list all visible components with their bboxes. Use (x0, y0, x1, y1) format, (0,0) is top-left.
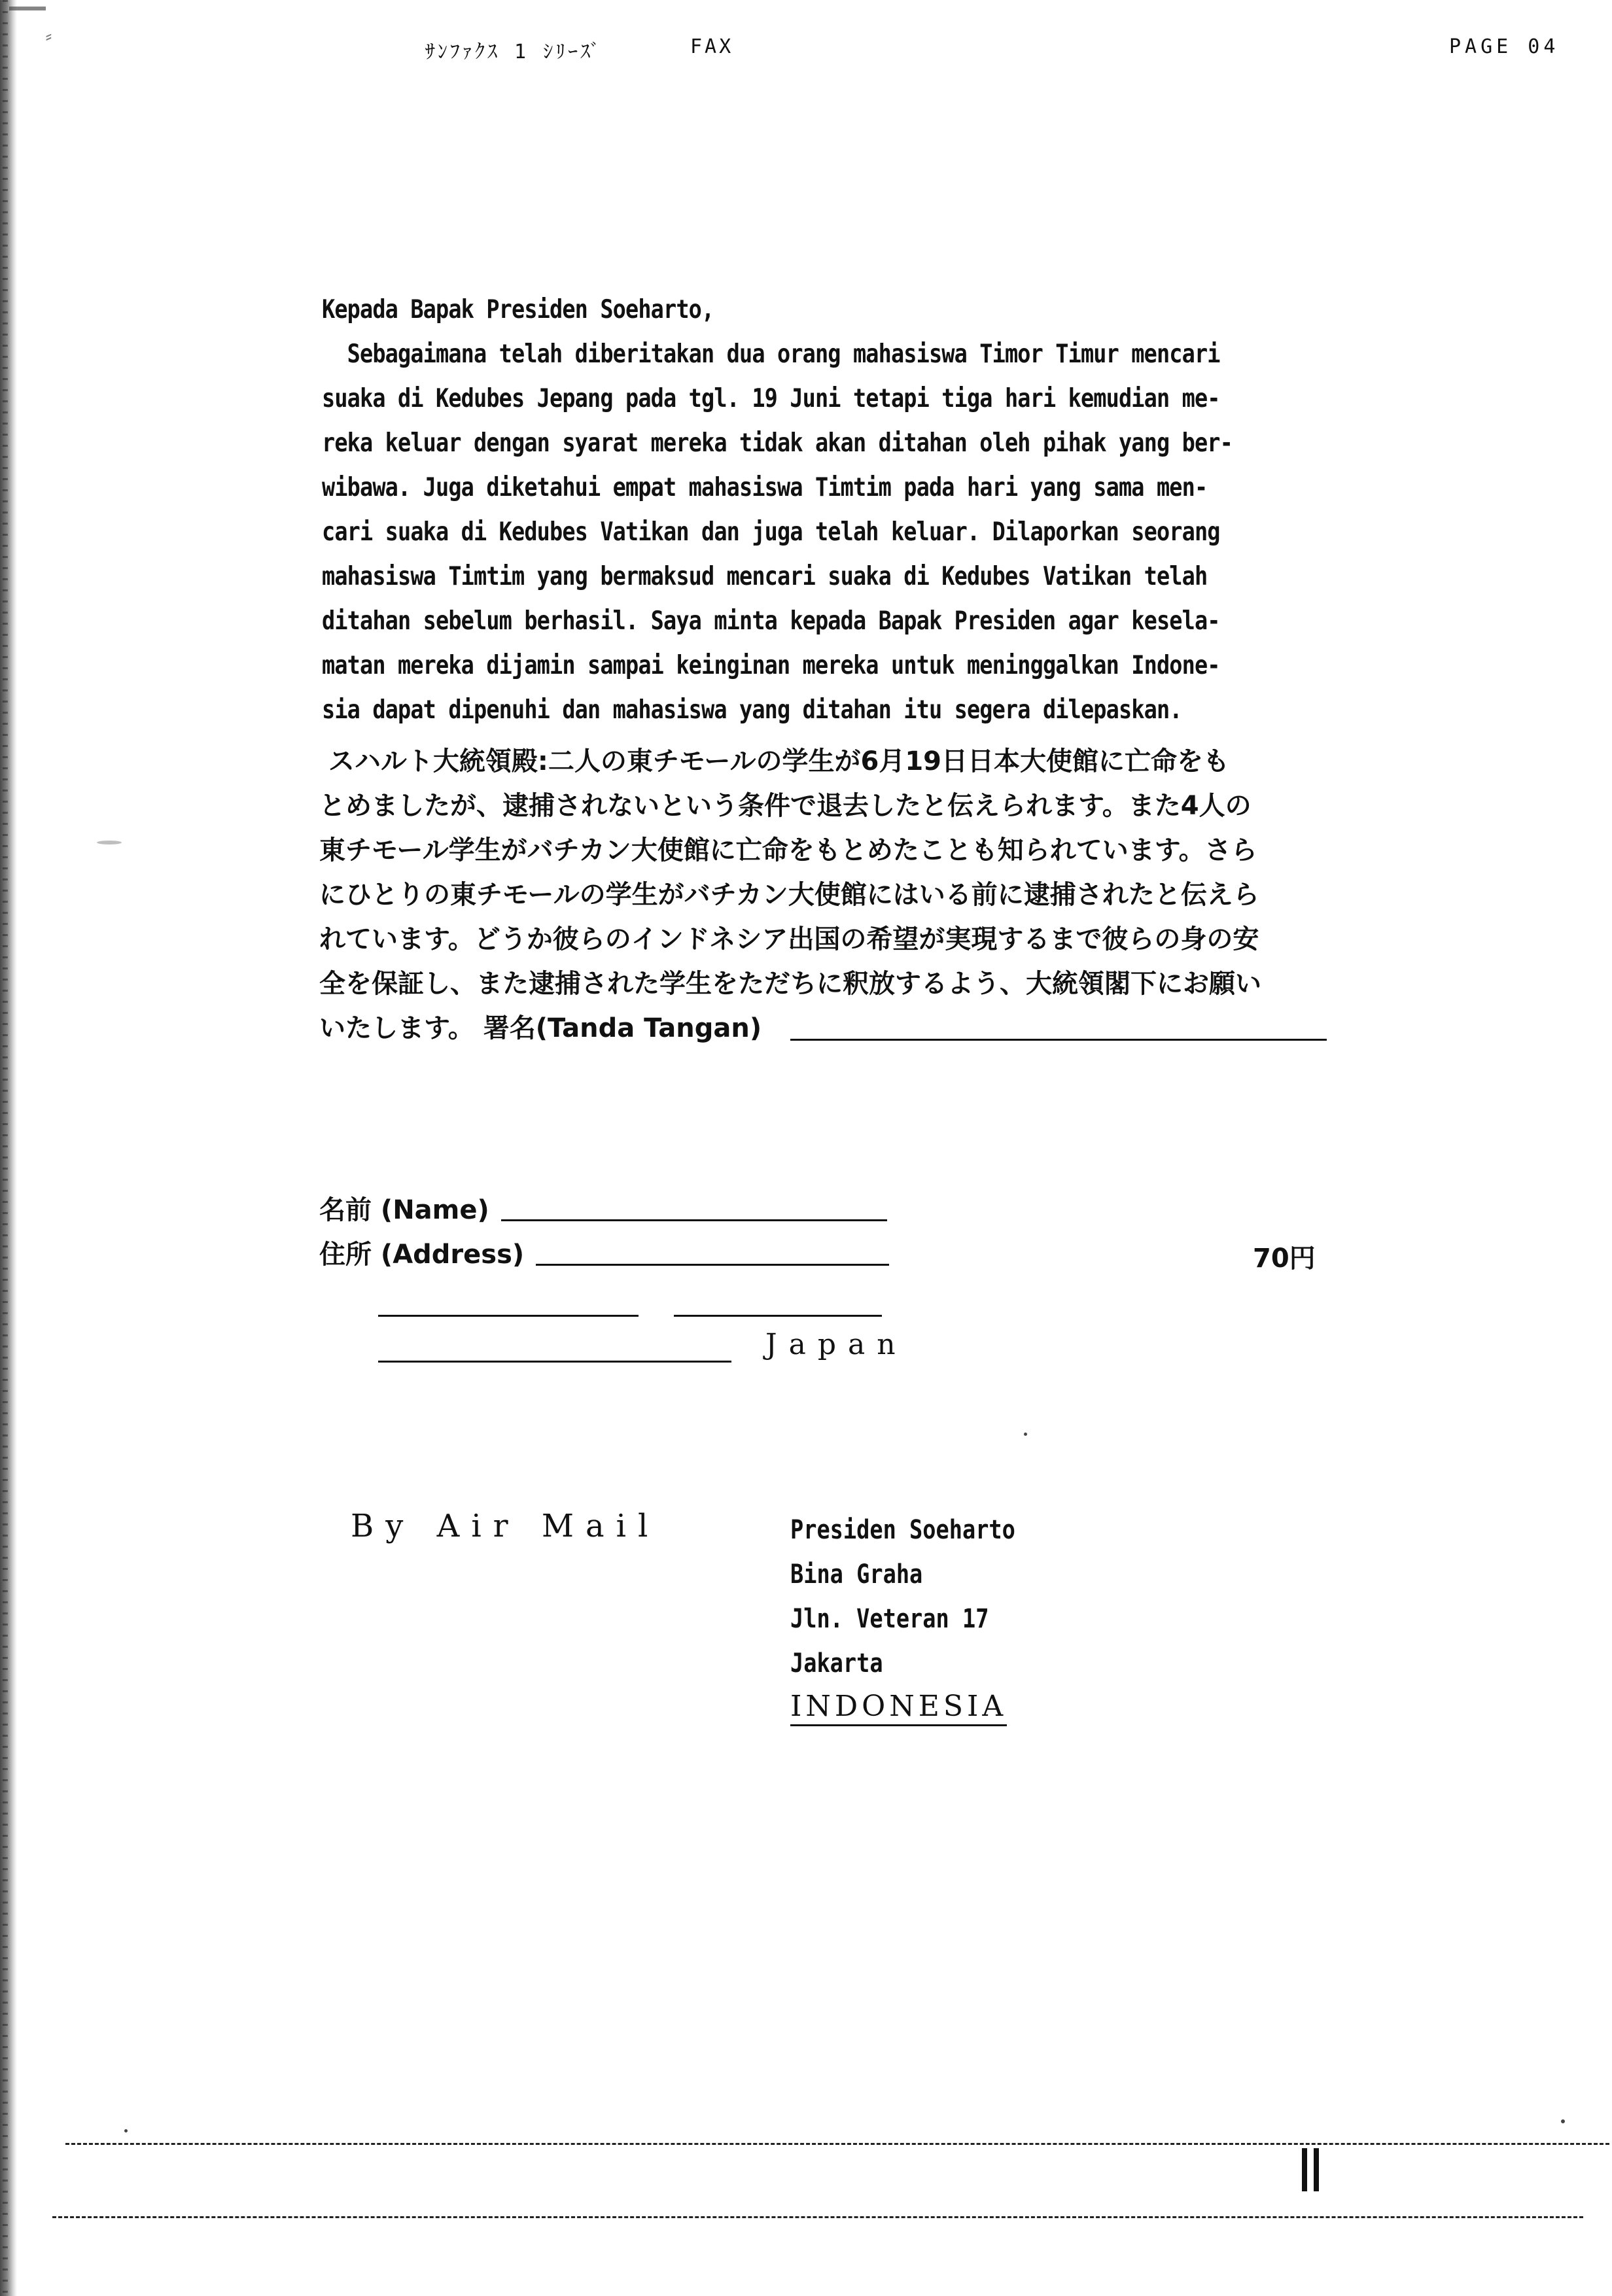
corner-scan-mark (9, 7, 46, 10)
air-mail-label: By Air Mail (351, 1508, 660, 1544)
fax-perforation-line (52, 2216, 1583, 2218)
postage-price: 70円 (1253, 1244, 1316, 1274)
letter-line: cari suaka di Kedubes Vatikan dan juga telah keluar. Dilaporkan seorang (322, 517, 1220, 547)
address-blank-line[interactable] (378, 1315, 639, 1317)
japanese-line: 東チモール学生がバチカン大使館に亡命をもとめたことも知られています。さら (319, 835, 1257, 865)
scan-speck (124, 2129, 128, 2132)
japanese-line: スハルト大統領殿:二人の東チモールの学生が6月19日日本大使館に亡命をも (319, 746, 1230, 776)
letter-line: sia dapat dipenuhi dan mahasiswa yang ditahan itu segera dilepaskan. (322, 695, 1182, 725)
salutation: Kepada Bapak Presiden Soeharto, (322, 295, 714, 324)
japanese-line: 全を保証し、また逮捕された学生をただちに釈放するよう、大統領閣下にお願い (319, 969, 1261, 999)
fax-page-number: PAGE 04 (1449, 35, 1560, 58)
letter-line: ditahan sebelum berhasil. Saya minta kepada Bapak Presiden agar kesela- (322, 606, 1220, 636)
letter-line: Sebagaimana telah diberitakan dua orang mahasiswa Timor Timur mencari (322, 339, 1220, 369)
japanese-letter-body (319, 739, 1392, 1051)
japanese-line: とめましたが、逮捕されないという条件で退去したと伝えられます。また4人の (319, 791, 1252, 821)
recipient-line: Jln. Veteran 17 (790, 1604, 989, 1634)
japanese-line: れています。どうか彼らのインドネシア出国の希望が実現するまで彼らの身の安 (319, 924, 1259, 954)
fax-header-title: ｻﾝﾌｧｸｽ 1 ｼﾘｰｽﾞ (425, 41, 603, 63)
address-blank-line[interactable] (378, 1361, 731, 1363)
address-field (319, 1234, 889, 1271)
recipient-line: Presiden Soeharto (790, 1515, 1015, 1545)
letter-line: wibawa. Juga diketahui empat mahasiswa Timtim pada hari yang sama men- (322, 473, 1208, 502)
signature-blank[interactable] (790, 1018, 1327, 1041)
name-label: 名前 (Name) (319, 1195, 489, 1225)
scan-edge-noise (3, 0, 8, 2296)
recipient-line: Bina Graha (790, 1559, 923, 1590)
recipient-line: Jakarta (790, 1648, 883, 1679)
signature-row (319, 1006, 1392, 1051)
corner-scan-glyph: ⸗ (43, 25, 54, 46)
address-blank-line[interactable] (674, 1315, 882, 1317)
scan-speck (97, 841, 122, 844)
sender-country: Japan (765, 1328, 907, 1361)
name-blank[interactable] (501, 1202, 887, 1221)
letter-line: suaka di Kedubes Jepang pada tgl. 19 Juni tetapi tiga hari kemudian me- (322, 384, 1220, 413)
letter-line: mahasiswa Timtim yang bermaksud mencari suaka di Kedubes Vatikan telah (322, 562, 1208, 591)
fax-perforation-line (65, 2143, 1609, 2145)
japanese-line: にひとりの東チモールの学生がバチカン大使館にはいる前に逮捕されたと伝えら (319, 880, 1259, 910)
address-blank[interactable] (536, 1247, 889, 1266)
scan-bar-mark (1314, 2148, 1319, 2191)
fax-header-type: FAX (690, 35, 734, 58)
scan-speck (1024, 1433, 1027, 1436)
closing-text: いたします。 (319, 1013, 474, 1043)
name-field (319, 1189, 887, 1226)
indonesian-letter-body (322, 288, 1256, 733)
signature-label: 署名(Tanda Tangan) (483, 1013, 762, 1043)
recipient-address (790, 1508, 1015, 1686)
scan-speck (1561, 2119, 1565, 2123)
scan-bar-mark (1302, 2148, 1307, 2191)
address-label: 住所 (Address) (319, 1240, 525, 1270)
recipient-country: INDONESIA (790, 1690, 1007, 1726)
letter-line: reka keluar dengan syarat mereka tidak akan ditahan oleh pihak yang ber- (322, 428, 1233, 458)
letter-line: matan mereka dijamin sampai keinginan mereka untuk meninggalkan Indone- (322, 651, 1220, 680)
